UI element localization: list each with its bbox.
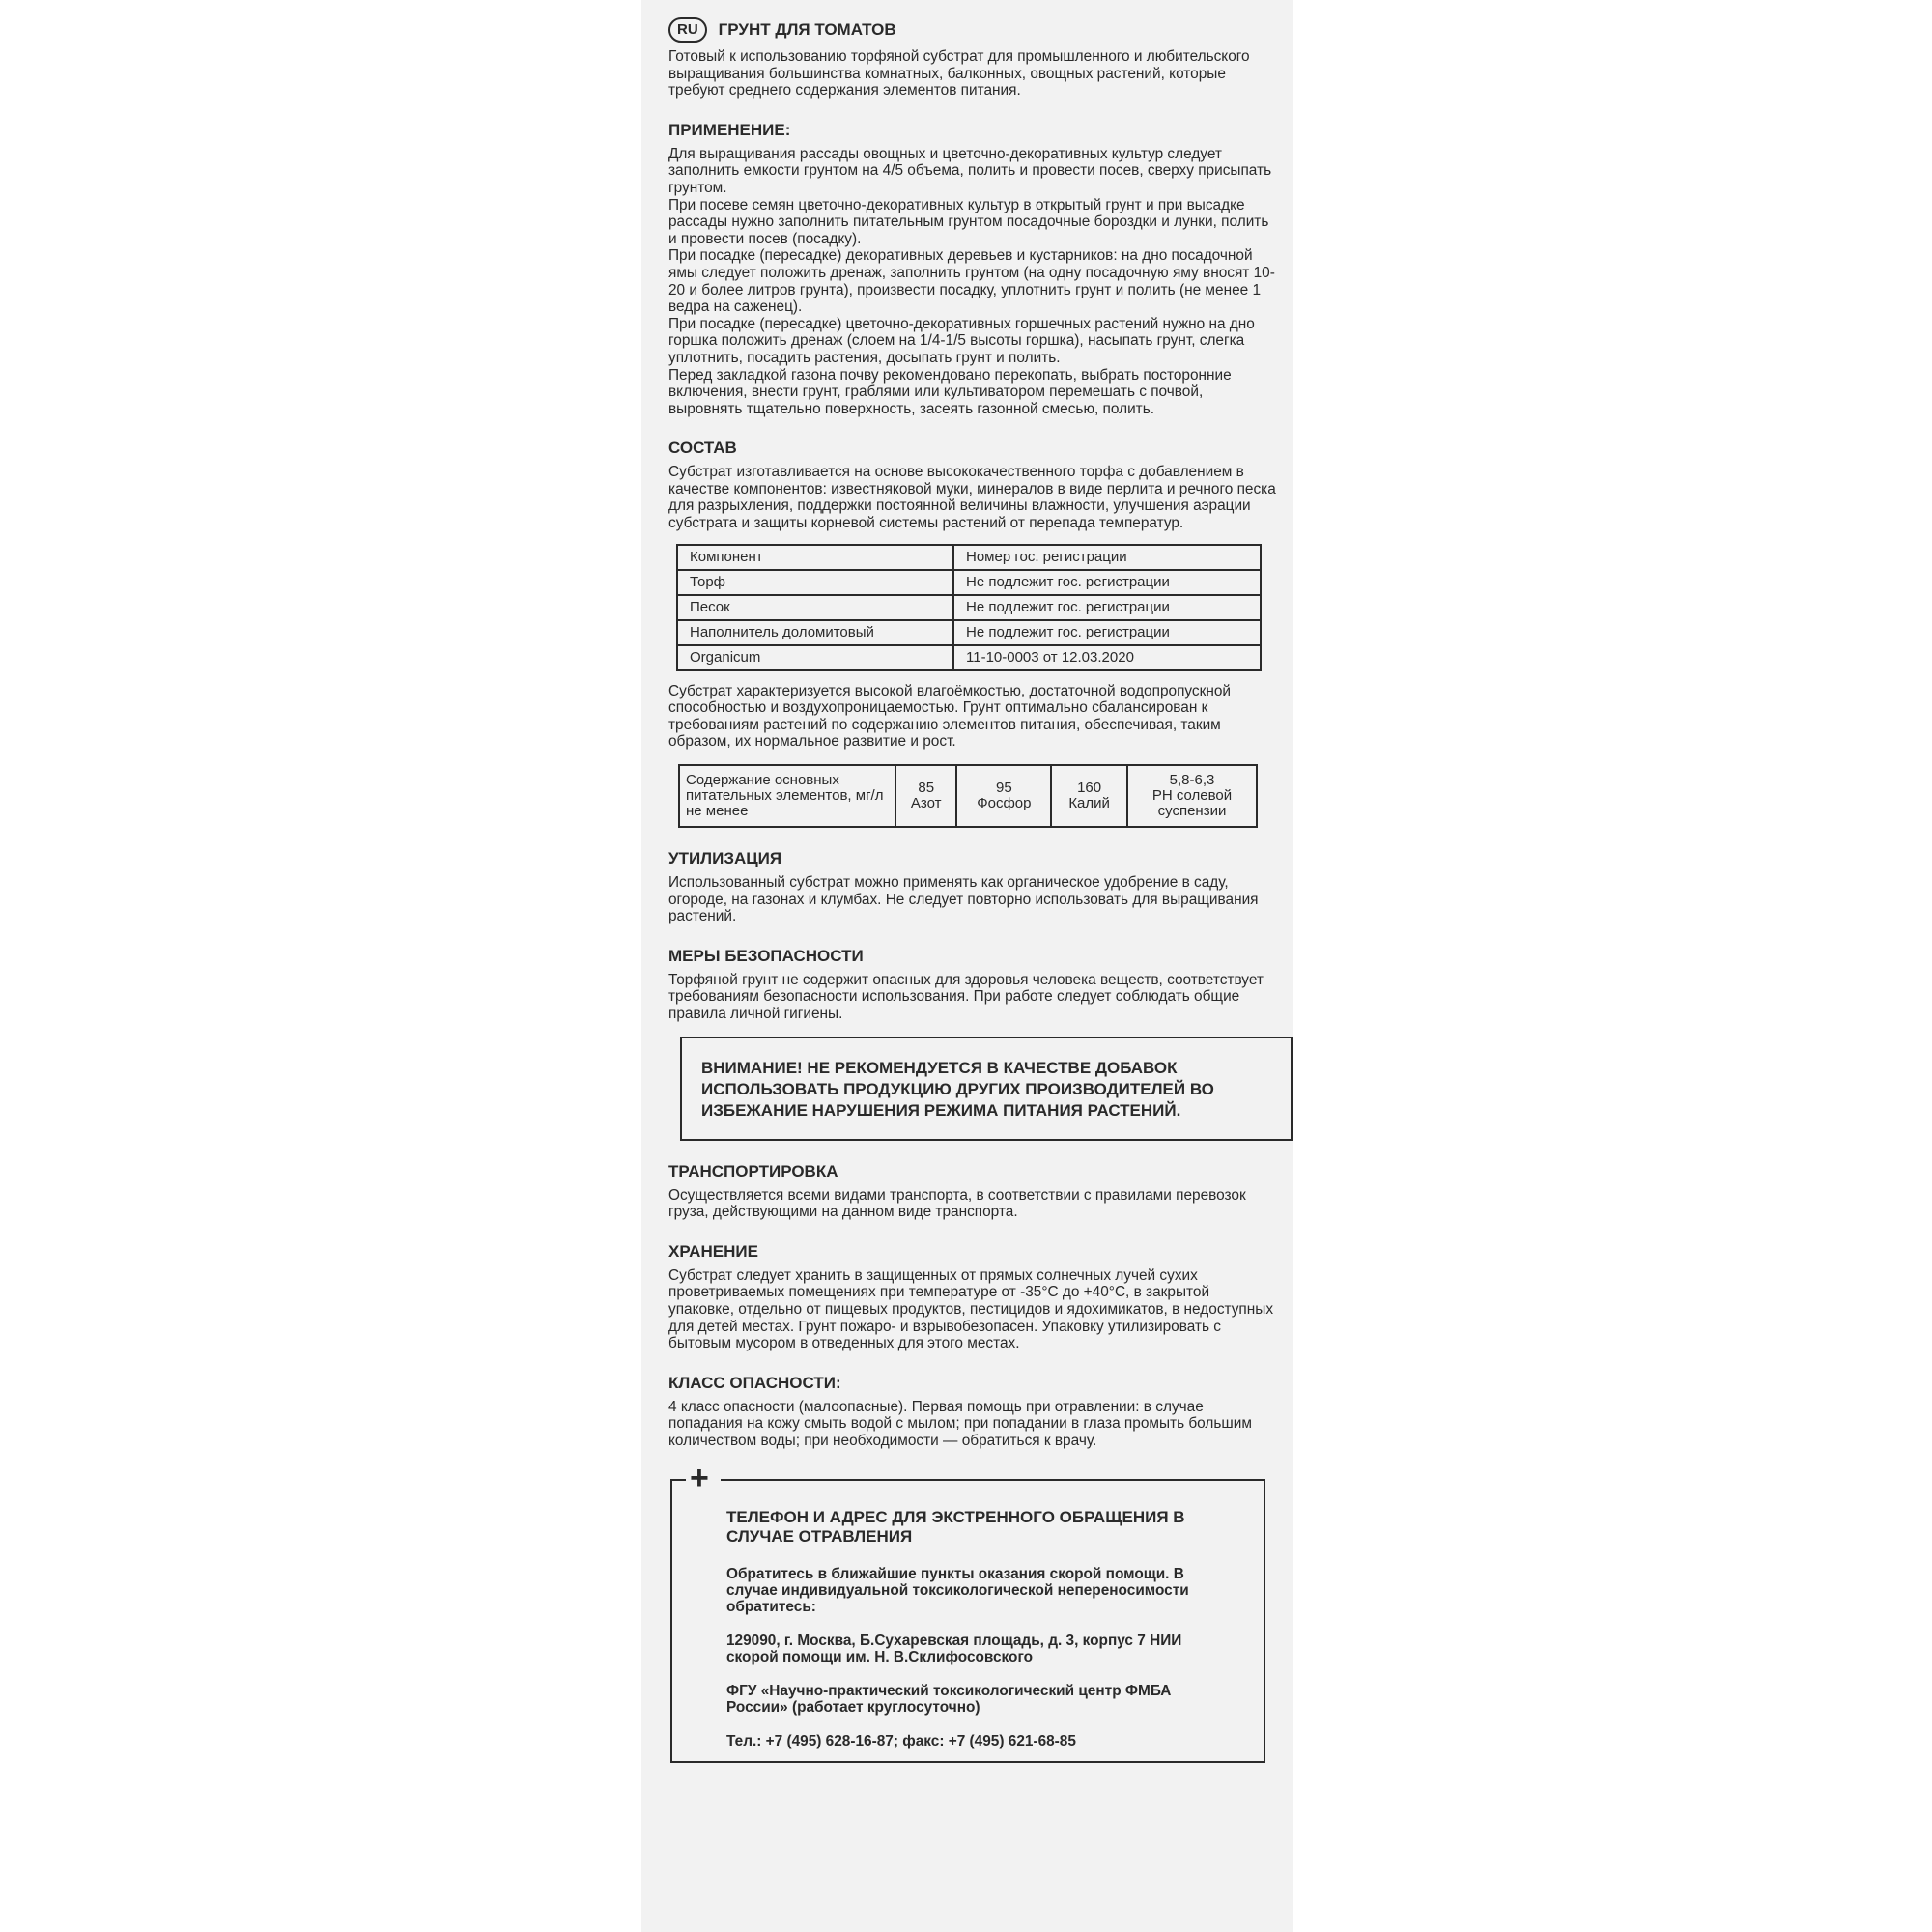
table-cell: 11-10-0003 от 12.03.2020: [953, 645, 1261, 670]
emergency-center: ФГУ «Научно-практический токсикологический центр ФМБА России» (работает круглосуточно): [726, 1682, 1172, 1716]
safety-text: Торфяной грунт не содержит опасных для здоровья человека веществ, соответствует требованиям безопасности использования. При работе следует соблюдать общие правила личной гигиены.: [668, 971, 1264, 1022]
usage-heading: ПРИМЕНЕНИЕ:: [668, 120, 791, 139]
divider: [672, 1479, 686, 1481]
transport-heading: ТРАНСПОРТИРОВКА: [668, 1161, 838, 1180]
table-row: [677, 595, 1261, 620]
table-cell: Компонент: [677, 545, 953, 570]
table-cell: Песок: [677, 595, 953, 620]
usage-paragraph: При посеве семян цветочно-декоративных культур в открытый грунт и при высадке рассады нужно заполнить питательным грунтом посадочные бороздки и лунки, полить и провести посев (посадку).: [668, 196, 1269, 247]
disposal-heading: УТИЛИЗАЦИЯ: [668, 849, 782, 868]
emergency-title: ТЕЛЕФОН И АДРЕС ДЛЯ ЭКСТРЕННОГО ОБРАЩЕНИЯ В СЛУЧАЕ ОТРАВЛЕНИЯ: [726, 1507, 1185, 1546]
nutrient-name: Калий: [1068, 795, 1110, 812]
nutrient-name: Фосфор: [977, 795, 1032, 812]
hazard-text: 4 класс опасности (малоопасные). Первая помощь при отравлении: в случае попадания на кожу смыть водой с мылом; при попадании в глаза промыть большим количеством воды; при необходимости — обратиться к врачу.: [668, 1398, 1252, 1449]
intro-text: Готовый к использованию торфяной субстрат для промышленного и любительского выращивания большинства комнатных, балконных, овощных растений, которые требуют среднего содержания элементов питания.: [668, 48, 1250, 99]
label-content: [668, 17, 1277, 1763]
table-cell: Торф: [677, 570, 953, 595]
usage-paragraph: Перед закладкой газона почву рекомендовано перекопать, выбрать посторонние включения, внести грунт, граблями или культиватором перемешать с почвой, выровнять тщательно поверхность, засеять газонной смесью, полить.: [668, 366, 1232, 417]
table-row: [677, 620, 1261, 645]
table-cell: Не подлежит гос. регистрации: [953, 570, 1261, 595]
nutrient-cell: [1127, 765, 1257, 827]
nutrient-value: 85: [918, 780, 935, 797]
usage-paragraph: Для выращивания рассады овощных и цветочно-декоративных культур следует заполнить емкости грунтом на 4/5 объема, полить и провести посев, сверху присыпать грунтом.: [668, 145, 1272, 196]
table-cell: Номер гос. регистрации: [953, 545, 1261, 570]
nutrients-label: Содержание основных питательных элементов, мг/л не менее: [679, 765, 895, 827]
product-title: ГРУНТ ДЛЯ ТОМАТОВ: [718, 20, 896, 39]
hazard-heading: КЛАСС ОПАСНОСТИ:: [668, 1373, 841, 1392]
table-row: [677, 645, 1261, 670]
table-row: [677, 570, 1261, 595]
properties-text: Субстрат характеризуется высокой влагоёмкостью, достаточной водопропускной способностью и воздухопроницаемостью. Грунт оптимально сбалансирован к требованиям растений по содержанию элементов питания, обеспечивая, таким образом, их нормальное развитие и рост.: [668, 682, 1232, 751]
emergency-box: [670, 1459, 1265, 1763]
table-cell: Наполнитель доломитовый: [677, 620, 953, 645]
emergency-text: Обратитесь в ближайшие пункты оказания скорой помощи. В случае индивидуальной токсикологической непереносимости обратитесь:: [726, 1565, 1189, 1615]
nutrient-value: 5,8-6,3: [1169, 772, 1215, 789]
table-cell: Organicum: [677, 645, 953, 670]
plus-icon: +: [690, 1459, 709, 1496]
safety-heading: МЕРЫ БЕЗОПАСНОСТИ: [668, 946, 864, 965]
nutrient-name: Азот: [910, 795, 942, 812]
table-row: [679, 765, 1257, 827]
language-badge: RU: [668, 17, 707, 43]
nutrients-table: [678, 764, 1258, 828]
emergency-content: [726, 1508, 1229, 1749]
emergency-phone: Тел.: +7 (495) 628-16-87; факс: +7 (495) 621-68-85: [726, 1732, 1076, 1749]
composition-heading: СОСТАВ: [668, 439, 737, 458]
label-header: [668, 17, 1277, 43]
usage-paragraph: При посадке (пересадке) цветочно-декоративных горшечных растений нужно на дно горшка положить дренаж (слоем на 1/4-1/5 высоты горшка), насыпать грунт, слегка уплотнить, посадить растения, досыпать грунт и полить.: [668, 315, 1255, 366]
storage-text: Субстрат следует хранить в защищенных от прямых солнечных лучей сухих проветриваемых помещениях при температуре от -35°С до +40°С, в закрытой упаковке, отдельно от пищевых продуктов, пестицидов и ядохимикатов, в недоступных для детей местах. Грунт пожаро- и взрывобезопасен. Упаковку утилизировать с бытовым мусором в отведенных для этого местах.: [668, 1266, 1274, 1352]
table-cell: Не подлежит гос. регистрации: [953, 620, 1261, 645]
disposal-text: Использованный субстрат можно применять как органическое удобрение в саду, огороде, на газонах и клумбах. Не следует повторно использовать для выращивания растений.: [668, 874, 1259, 925]
table-row: [677, 545, 1261, 570]
nutrient-cell: [1051, 765, 1127, 827]
nutrient-name: PH солевой суспензии: [1151, 787, 1233, 820]
nutrient-value: 95: [996, 780, 1012, 797]
table-cell: Не подлежит гос. регистрации: [953, 595, 1261, 620]
nutrient-cell: [956, 765, 1051, 827]
transport-text: Осуществляется всеми видами транспорта, в соответствии с правилами перевозок груза, действующими на данном виде транспорта.: [668, 1186, 1246, 1221]
nutrient-value: 160: [1077, 780, 1102, 797]
composition-text: Субстрат изготавливается на основе высококачественного торфа с добавлением в качестве компонентов: известняковой муки, минералов в виде перлита и речного песка для разрыхления, поддержки постоянной величины влажности, улучшения аэрации субстрата и защиты корневой системы растений от перепада температур.: [668, 464, 1276, 532]
usage-paragraph: При посадке (пересадке) декоративных деревьев и кустарников: на дно посадочной ямы следует положить дренаж, заполнить грунтом (на одну посадочную яму вносят 10-20 и более литров грунта), произвести посадку, уплотнить грунт и полить (не менее 1 ведра на саженец).: [668, 247, 1275, 316]
divider: [721, 1479, 1264, 1481]
warning-box: ВНИМАНИЕ! НЕ РЕКОМЕНДУЕТСЯ В КАЧЕСТВЕ ДОБАВОК ИСПОЛЬЗОВАТЬ ПРОДУКЦИЮ ДРУГИХ ПРОИЗВОДИТЕЛЕЙ ВО ИЗБЕЖАНИЕ НАРУШЕНИЯ РЕЖИМА ПИТАНИЯ РАСТЕНИЙ.: [680, 1037, 1293, 1141]
storage-heading: ХРАНЕНИЕ: [668, 1241, 758, 1261]
composition-table: [676, 544, 1262, 671]
emergency-address: 129090, г. Москва, Б.Сухаревская площадь, д. 3, корпус 7 НИИ скорой помощи им. Н. В.Склифосовского: [726, 1632, 1182, 1665]
nutrient-cell: [895, 765, 956, 827]
